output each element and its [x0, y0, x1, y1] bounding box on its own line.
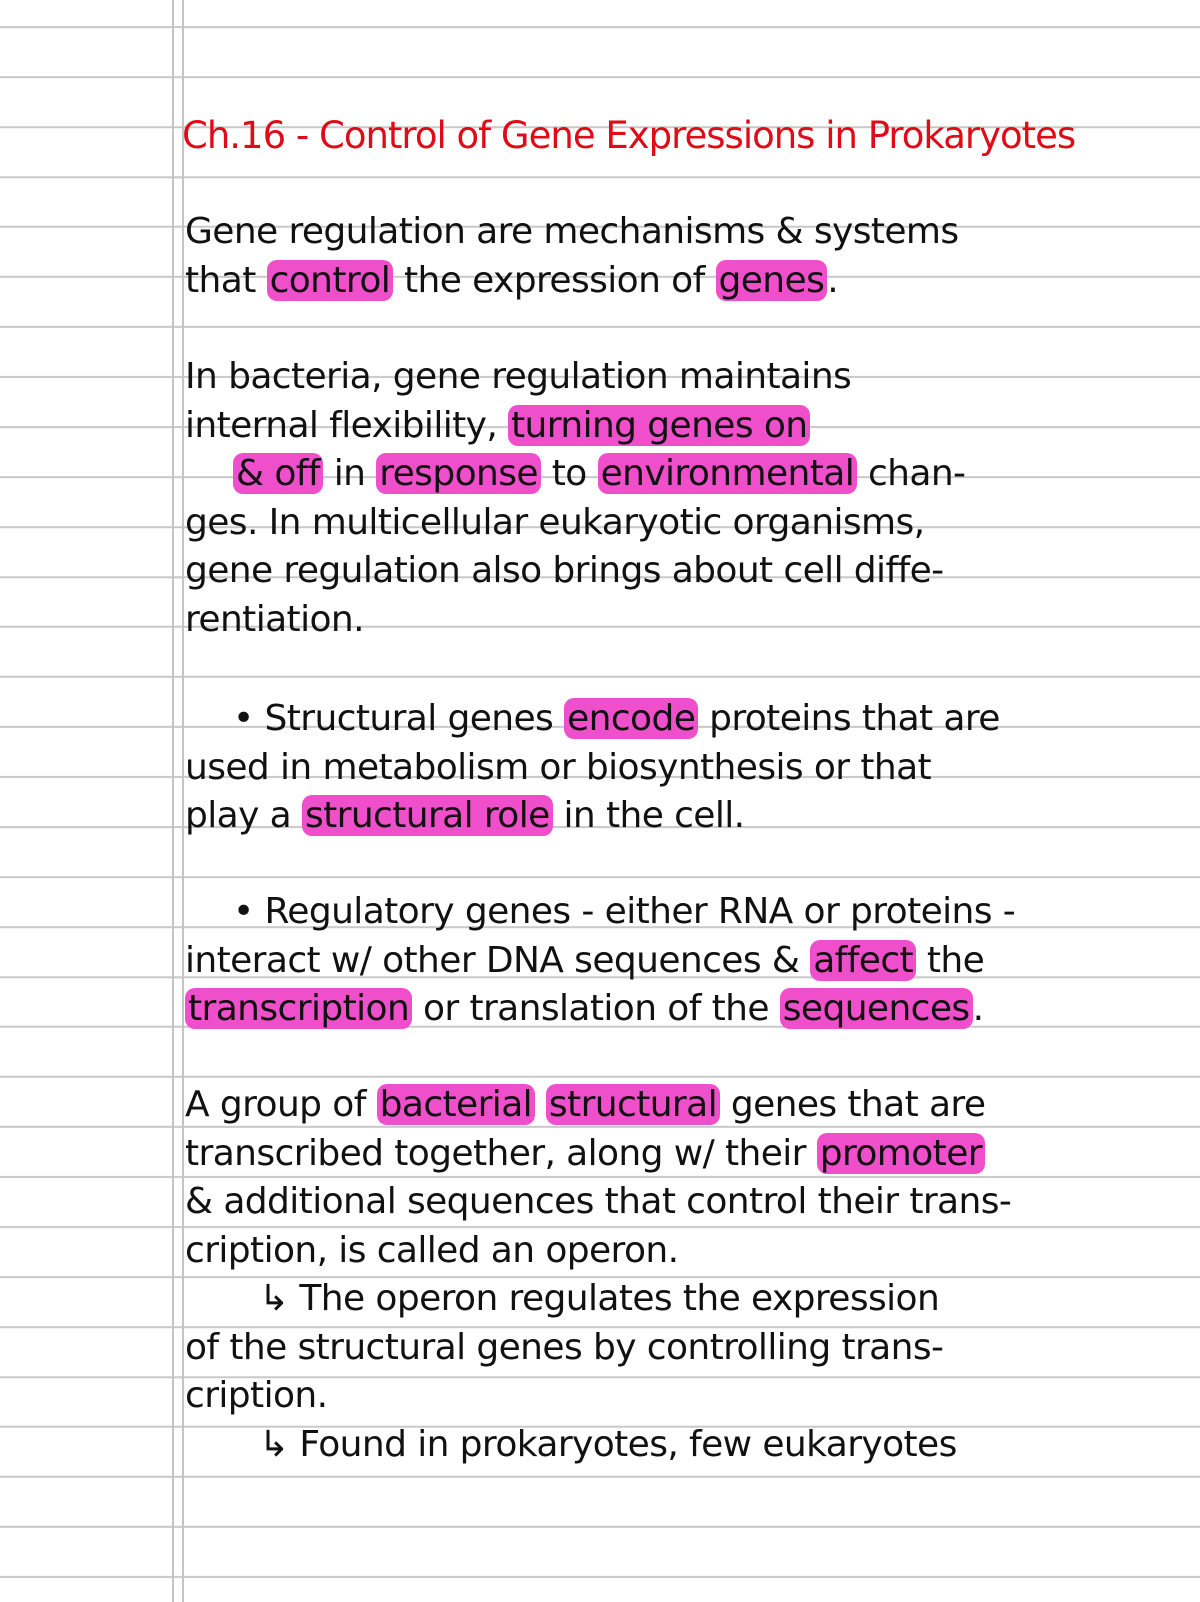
paragraph-gene-regulation [185, 208, 1190, 305]
text-line: used in metabolism or biosynthesis or that [185, 746, 932, 788]
highlight: environmental [598, 453, 858, 494]
text-line: cription. [185, 1375, 328, 1416]
text-line: rentiation. [185, 598, 364, 640]
text-line: cription, is called an operon. [185, 1229, 679, 1271]
highlight: turning genes on [508, 405, 810, 446]
margin-line [182, 0, 184, 1602]
text-line: • Regulatory genes - either RNA or proteins - [233, 891, 1016, 932]
highlight: affect [810, 940, 916, 981]
text-line: transcribed together, along w/ their promoter [185, 1130, 1190, 1179]
highlight: structural role [302, 795, 553, 836]
highlight: genes [716, 260, 828, 301]
text-line: interact w/ other DNA sequences & affect the [185, 939, 985, 981]
text-line: transcription or translation of the sequences. [185, 985, 1190, 1034]
highlight: & off [233, 453, 323, 494]
arrow-icon: ↳ [259, 1423, 289, 1465]
margin-line [172, 0, 174, 1602]
highlight: structural [546, 1084, 720, 1125]
text-line: of the structural genes by controlling trans- [185, 1326, 944, 1368]
highlight: bacterial [377, 1084, 535, 1125]
text-line: A group of bacterial structural genes that are [185, 1084, 986, 1125]
text-line: In bacteria, gene regulation maintains [185, 356, 852, 397]
text-line: ↳ The operon regulates the expression [259, 1278, 940, 1319]
paragraph-regulatory-genes [185, 888, 1190, 1034]
text-line: & additional sequences that control their trans- [185, 1181, 1012, 1222]
text-line: • Structural genes encode proteins that are [233, 698, 1000, 739]
highlight: control [267, 260, 394, 301]
text-line: internal flexibility, turning genes on [185, 402, 1190, 451]
highlight: promoter [817, 1133, 985, 1174]
highlight: transcription [185, 988, 412, 1029]
arrow-icon: ↳ [259, 1278, 289, 1319]
text-line: ges. In multicellular eukaryotic organisms, [185, 501, 925, 543]
paragraph-structural-genes [185, 695, 1190, 841]
paragraph-operon [185, 1081, 1190, 1469]
highlight: response [376, 453, 541, 494]
text-line: play a structural role in the cell. [185, 795, 745, 836]
text-line: & off in response to environmental chan- [185, 450, 1190, 499]
text-line: gene regulation also brings about cell diffe- [185, 550, 944, 591]
text-line: Gene regulation are mechanisms & systems [185, 211, 959, 252]
highlight: encode [564, 698, 698, 739]
highlight: sequences [780, 988, 973, 1029]
text-line: that control the expression of genes. [185, 259, 839, 301]
paragraph-bacteria [185, 353, 1190, 644]
page-title: Ch.16 - Control of Gene Expressions in Prokaryotes [182, 114, 1076, 157]
text-line: ↳ Found in prokaryotes, few eukaryotes [259, 1423, 957, 1465]
